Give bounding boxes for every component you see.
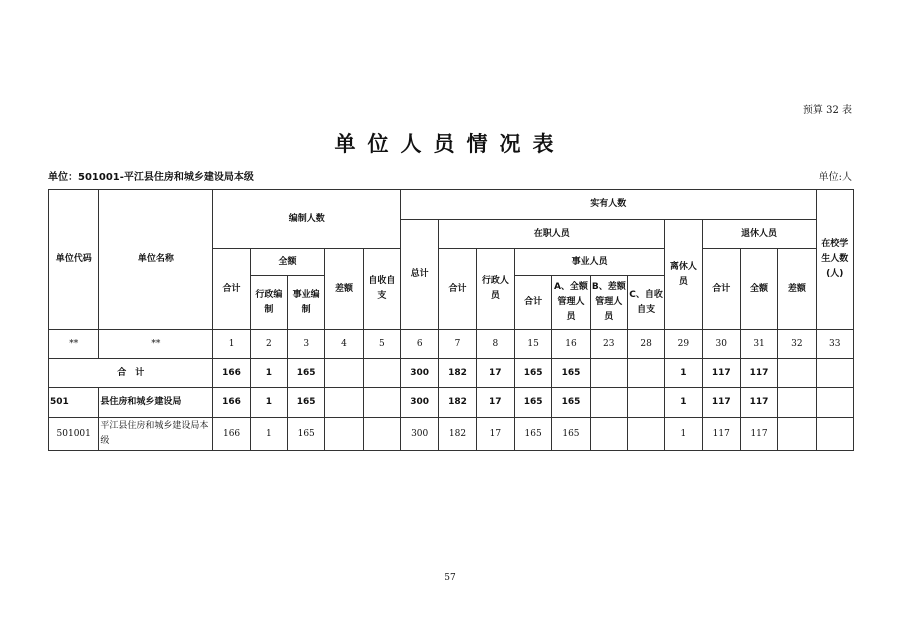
cell: 166 [213,359,250,388]
cell [325,388,363,418]
header-c-self: C、自收自支 [627,276,664,330]
index-cell: ** [49,330,99,359]
row-code: 501001 [49,418,99,451]
index-cell: 29 [665,330,702,359]
header-inst: 事业人员 [514,249,664,276]
cell [627,418,664,451]
cell [627,388,664,418]
header-inst-staff: 事业编制 [288,276,325,330]
header-b-diff: B、差额管理人员 [590,276,627,330]
cell: 165 [514,418,551,451]
header-students: 在校学生人数(人) [816,190,853,330]
header-retired-off: 离休人员 [665,220,702,330]
index-cell: 30 [702,330,740,359]
row-name: 平江县住房和城乡建设局本级 [99,418,213,451]
cell: 117 [702,388,740,418]
cell: 165 [288,418,325,451]
index-cell: ** [99,330,213,359]
index-cell: 32 [778,330,816,359]
staff-table [48,189,854,451]
form-number: 预算 32 表 [802,105,852,116]
cell: 182 [439,359,476,388]
cell: 17 [476,359,514,388]
cell: 17 [476,388,514,418]
header-retired-full: 全额 [740,249,777,330]
header-retired: 退休人员 [702,220,816,249]
cell: 300 [401,359,439,388]
cell: 1 [665,388,702,418]
cell: 182 [439,418,476,451]
cell: 165 [552,388,590,418]
index-cell: 23 [590,330,627,359]
index-cell: 3 [288,330,325,359]
index-cell: 8 [476,330,514,359]
cell: 117 [740,418,777,451]
cell [363,418,400,451]
cell [325,359,363,388]
column-index-row [49,330,854,359]
header-staff-total: 合计 [213,249,250,330]
cell [590,388,627,418]
header-staff-diff: 差额 [325,249,363,330]
cell: 117 [740,388,777,418]
header-admin-staff: 行政编制 [250,276,287,330]
cell: 182 [439,388,476,418]
cell: 17 [476,418,514,451]
cell: 165 [514,359,551,388]
cell [627,359,664,388]
cell: 165 [552,418,590,451]
cell [816,388,853,418]
header-inst-total: 合计 [514,276,551,330]
cell: 117 [702,359,740,388]
index-cell: 4 [325,330,363,359]
header-grand-total: 总计 [401,220,439,330]
cell: 165 [514,388,551,418]
index-cell: 6 [401,330,439,359]
cell [363,359,400,388]
index-cell: 7 [439,330,476,359]
header-inservice-total: 合计 [439,249,476,330]
cell: 117 [702,418,740,451]
header-in-service: 在职人员 [439,220,665,249]
header-staff-full: 全额 [250,249,325,276]
index-cell: 15 [514,330,551,359]
table-row-total [49,359,854,388]
table-row [49,418,854,451]
cell: 300 [401,418,439,451]
header-staff-self: 自收自支 [363,249,400,330]
header-dept-code: 单位代码 [49,190,99,330]
cell [816,418,853,451]
cell [325,418,363,451]
unit-label: 单位：501001-平江县住房和城乡建设局本级 [48,172,254,183]
cell [778,388,816,418]
cell: 165 [288,359,325,388]
index-cell: 16 [552,330,590,359]
index-cell: 5 [363,330,400,359]
table-row [49,388,854,418]
header-actual: 实有人数 [401,190,817,220]
cell [590,418,627,451]
unit-measure: 单位:人 [818,172,852,183]
header-retired-total: 合计 [702,249,740,330]
cell: 1 [665,359,702,388]
index-cell: 2 [250,330,287,359]
header-staffing: 编制人数 [213,190,401,249]
row-code: 501 [49,388,99,418]
cell: 300 [401,388,439,418]
cell [778,359,816,388]
index-cell: 1 [213,330,250,359]
header-a-full: A、全额管理人员 [552,276,590,330]
cell: 1 [665,418,702,451]
cell: 117 [740,359,777,388]
cell: 165 [552,359,590,388]
row-name: 县住房和城乡建设局 [99,388,213,418]
row-label: 合 计 [49,359,213,388]
header-dept-name: 单位名称 [99,190,213,330]
cell [816,359,853,388]
cell [363,388,400,418]
cell: 165 [288,388,325,418]
header-retired-diff: 差额 [778,249,816,330]
header-admin: 行政人员 [476,249,514,330]
cell: 166 [213,418,250,451]
cell: 1 [250,418,287,451]
cell: 1 [250,359,287,388]
index-cell: 28 [627,330,664,359]
index-cell: 33 [816,330,853,359]
cell [778,418,816,451]
page-title: 单位人员情况表 [334,132,566,156]
page-number: 57 [444,573,456,583]
cell: 166 [213,388,250,418]
cell [590,359,627,388]
index-cell: 31 [740,330,777,359]
cell: 1 [250,388,287,418]
